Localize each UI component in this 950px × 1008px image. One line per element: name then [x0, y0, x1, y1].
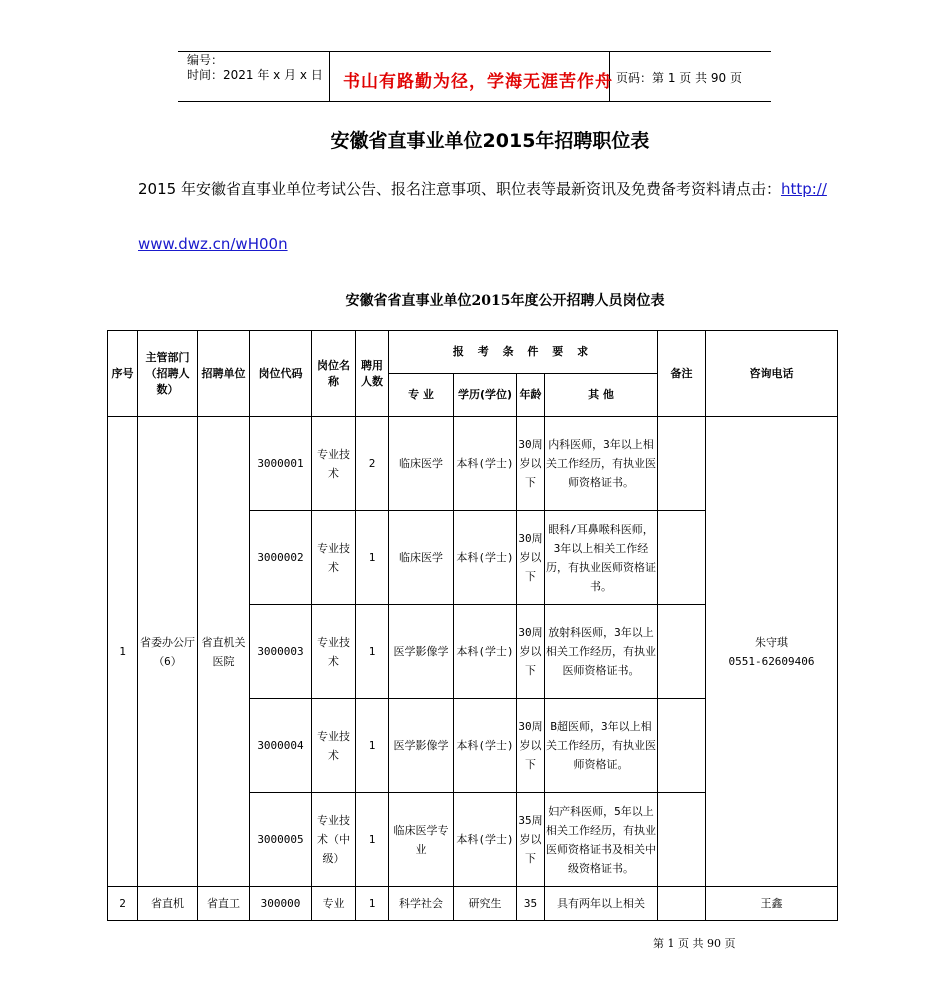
cell-remark	[658, 417, 706, 511]
cell-age: 30周岁以下	[517, 699, 545, 793]
cell-remark	[658, 793, 706, 887]
cell-age: 30周岁以下	[517, 417, 545, 511]
cell-other: 眼科/耳鼻喉科医师，3年以上相关工作经历，有执业医师资格证书。	[545, 511, 658, 605]
header-divider-left	[329, 51, 330, 102]
contact-name: 朱守琪	[755, 635, 788, 649]
cell-code: 300000	[250, 887, 312, 921]
cell-seq: 1	[108, 417, 138, 887]
cell-contact: 王鑫	[706, 887, 838, 921]
cell-other: 内科医师，3年以上相关工作经历，有执业医师资格证书。	[545, 417, 658, 511]
cell-count: 1	[356, 605, 389, 699]
cell-code: 3000004	[250, 699, 312, 793]
cell-code: 3000003	[250, 605, 312, 699]
cell-edu: 研究生	[454, 887, 517, 921]
cell-major: 临床医学	[389, 417, 454, 511]
cell-remark	[658, 605, 706, 699]
header-page-info: 页码：第 1 页 共 90 页	[616, 71, 742, 85]
cell-other: 放射科医师，3年以上相关工作经历，有执业医师资格证书。	[545, 605, 658, 699]
intro-paragraph	[138, 178, 827, 199]
cell-seq: 2	[108, 887, 138, 921]
page-footer: 第 1 页 共 90 页	[653, 937, 736, 950]
cell-code: 3000001	[250, 417, 312, 511]
cell-other: 具有两年以上相关	[545, 887, 658, 921]
cell-major: 科学社会	[389, 887, 454, 921]
header-top-rule	[178, 51, 771, 52]
cell-age: 30周岁以下	[517, 511, 545, 605]
table-row	[108, 887, 838, 921]
header-remark: 备注	[658, 331, 706, 417]
header-phone: 咨询电话	[706, 331, 838, 417]
cell-major: 医学影像学	[389, 699, 454, 793]
cell-count: 2	[356, 417, 389, 511]
cell-dept: 省直机	[138, 887, 198, 921]
cell-age: 30周岁以下	[517, 605, 545, 699]
header-unit: 招聘单位	[198, 331, 250, 417]
cell-remark	[658, 887, 706, 921]
cell-count: 1	[356, 793, 389, 887]
cell-remark	[658, 511, 706, 605]
cell-edu: 本科(学士)	[454, 417, 517, 511]
cell-unit: 省直工	[198, 887, 250, 921]
header-count: 聘用人数	[356, 331, 389, 417]
page-title: 安徽省直事业单位2015年招聘职位表	[330, 130, 650, 152]
header-number-label: 编号：	[187, 53, 224, 67]
header-other: 其 他	[545, 374, 658, 417]
cell-name: 专业技术	[312, 511, 356, 605]
header-time-label: 时间：2021 年 x 月 x 日	[187, 68, 323, 82]
header-major: 专 业	[389, 374, 454, 417]
cell-edu: 本科(学士)	[454, 511, 517, 605]
intro-link-part1[interactable]: http://	[780, 180, 827, 198]
intro-link-line	[138, 235, 288, 253]
cell-name: 专业技术	[312, 605, 356, 699]
cell-unit: 省直机关医院	[198, 417, 250, 887]
header-code: 岗位代码	[250, 331, 312, 417]
cell-dept: 省委办公厅（6）	[138, 417, 198, 887]
positions-table	[107, 330, 838, 921]
table-title: 安徽省省直事业单位2015年度公开招聘人员岗位表	[345, 293, 665, 309]
intro-text: 2015 年安徽省直事业单位考试公告、报名注意事项、职位表等最新资讯及免费备考资料请点击：	[138, 180, 781, 198]
cell-name: 专业技术	[312, 699, 356, 793]
cell-count: 1	[356, 887, 389, 921]
cell-major: 临床医学	[389, 511, 454, 605]
cell-remark	[658, 699, 706, 793]
intro-link-part2[interactable]: www.dwz.cn/wH00n	[138, 235, 288, 253]
cell-other: B超医师，3年以上相关工作经历，有执业医师资格证。	[545, 699, 658, 793]
cell-major: 医学影像学	[389, 605, 454, 699]
cell-major: 临床医学专业	[389, 793, 454, 887]
cell-count: 1	[356, 511, 389, 605]
cell-count: 1	[356, 699, 389, 793]
cell-age: 35周岁以下	[517, 793, 545, 887]
cell-edu: 本科(学士)	[454, 699, 517, 793]
header-age: 年龄	[517, 374, 545, 417]
header-seq: 序号	[108, 331, 138, 417]
cell-name: 专业	[312, 887, 356, 921]
cell-age: 35	[517, 887, 545, 921]
header-requirements: 报 考 条 件 要 求	[389, 331, 658, 374]
cell-edu: 本科(学士)	[454, 793, 517, 887]
table-row	[108, 417, 838, 511]
cell-contact	[706, 417, 838, 887]
cell-code: 3000002	[250, 511, 312, 605]
cell-name: 专业技术	[312, 417, 356, 511]
header-name: 岗位名称	[312, 331, 356, 417]
header-motto: 书山有路勤为径，学海无涯苦作舟	[343, 72, 613, 92]
header-bottom-rule	[178, 101, 771, 102]
cell-code: 3000005	[250, 793, 312, 887]
header-edu: 学历(学位)	[454, 374, 517, 417]
contact-phone: 0551-62609406	[728, 654, 815, 668]
cell-name: 专业技术（中级）	[312, 793, 356, 887]
cell-edu: 本科(学士)	[454, 605, 517, 699]
cell-other: 妇产科医师，5年以上相关工作经历，有执业医师资格证书及相关中级资格证书。	[545, 793, 658, 887]
header-dept: 主管部门（招聘人数）	[138, 331, 198, 417]
